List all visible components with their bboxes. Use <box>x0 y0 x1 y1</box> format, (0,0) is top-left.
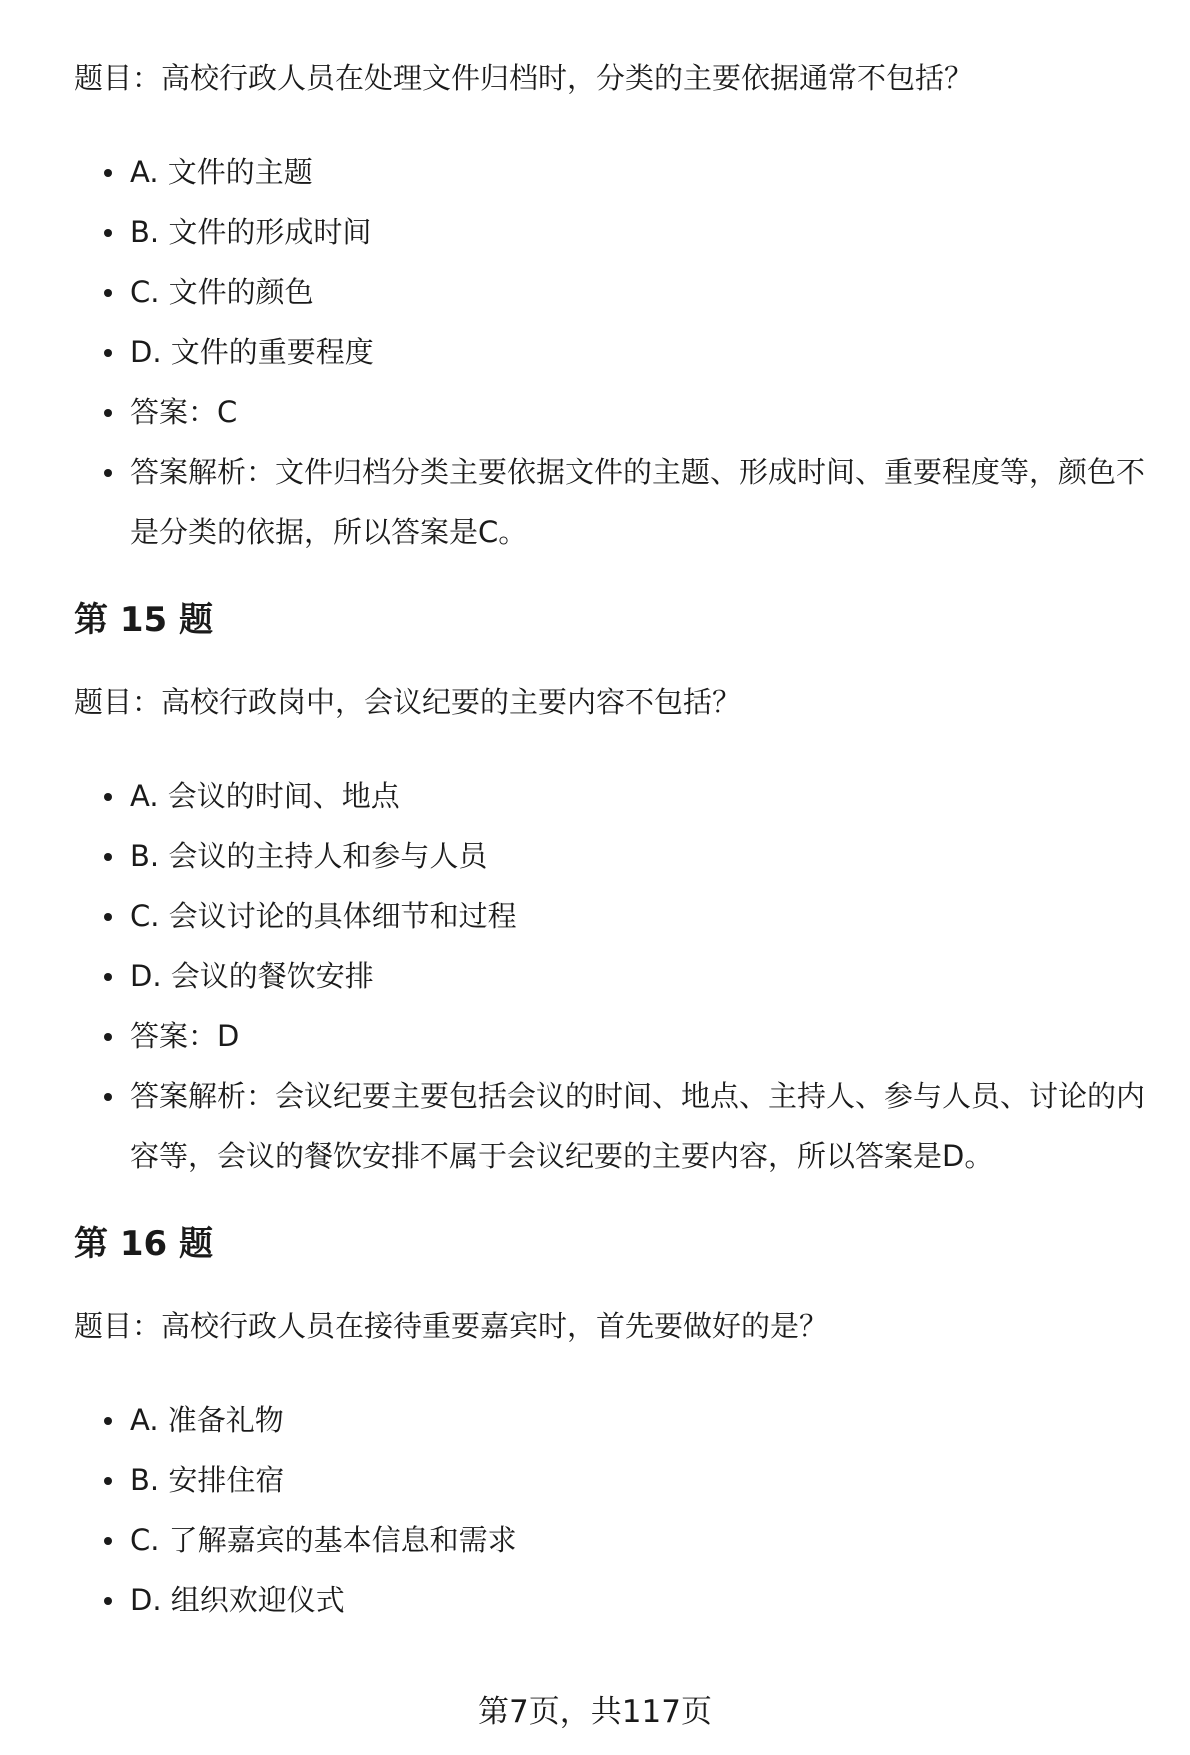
page-content <box>74 58 1154 1664</box>
option-d: D. 文件的重要程度 <box>74 322 1154 382</box>
option-c: C. 文件的颜色 <box>74 262 1154 322</box>
question-block-16 <box>74 1220 1154 1630</box>
question-text: 题目：高校行政岗中，会议纪要的主要内容不包括？ <box>74 685 742 719</box>
answer-explanation: 答案解析：文件归档分类主要依据文件的主题、形成时间、重要程度等，颜色不是分类的依据，所以答案是C。 <box>74 442 1154 562</box>
answer: 答案：D <box>74 1006 1154 1066</box>
option-list <box>74 142 1154 562</box>
option-a: A. 会议的时间、地点 <box>74 766 1154 826</box>
page-number: 第7页，共117页 <box>478 1694 712 1730</box>
option-list <box>74 1390 1154 1630</box>
option-c: C. 了解嘉宾的基本信息和需求 <box>74 1510 1154 1570</box>
answer-explanation: 答案解析：会议纪要主要包括会议的时间、地点、主持人、参与人员、讨论的内容等，会议的餐饮安排不属于会议纪要的主要内容，所以答案是D。 <box>74 1066 1154 1186</box>
option-a: A. 准备礼物 <box>74 1390 1154 1450</box>
question-heading: 第 15 题 <box>74 600 213 640</box>
option-b: B. 会议的主持人和参与人员 <box>74 826 1154 886</box>
option-b: B. 安排住宿 <box>74 1450 1154 1510</box>
option-list <box>74 766 1154 1186</box>
answer: 答案：C <box>74 382 1154 442</box>
option-d: D. 会议的餐饮安排 <box>74 946 1154 1006</box>
option-a: A. 文件的主题 <box>74 142 1154 202</box>
option-b: B. 文件的形成时间 <box>74 202 1154 262</box>
question-block-15 <box>74 596 1154 1186</box>
option-c: C. 会议讨论的具体细节和过程 <box>74 886 1154 946</box>
option-d: D. 组织欢迎仪式 <box>74 1570 1154 1630</box>
question-text: 题目：高校行政人员在接待重要嘉宾时，首先要做好的是？ <box>74 1309 829 1343</box>
question-heading: 第 16 题 <box>74 1224 213 1264</box>
question-block-14 <box>74 58 1154 562</box>
question-text: 题目：高校行政人员在处理文件归档时，分类的主要依据通常不包括？ <box>74 61 974 95</box>
